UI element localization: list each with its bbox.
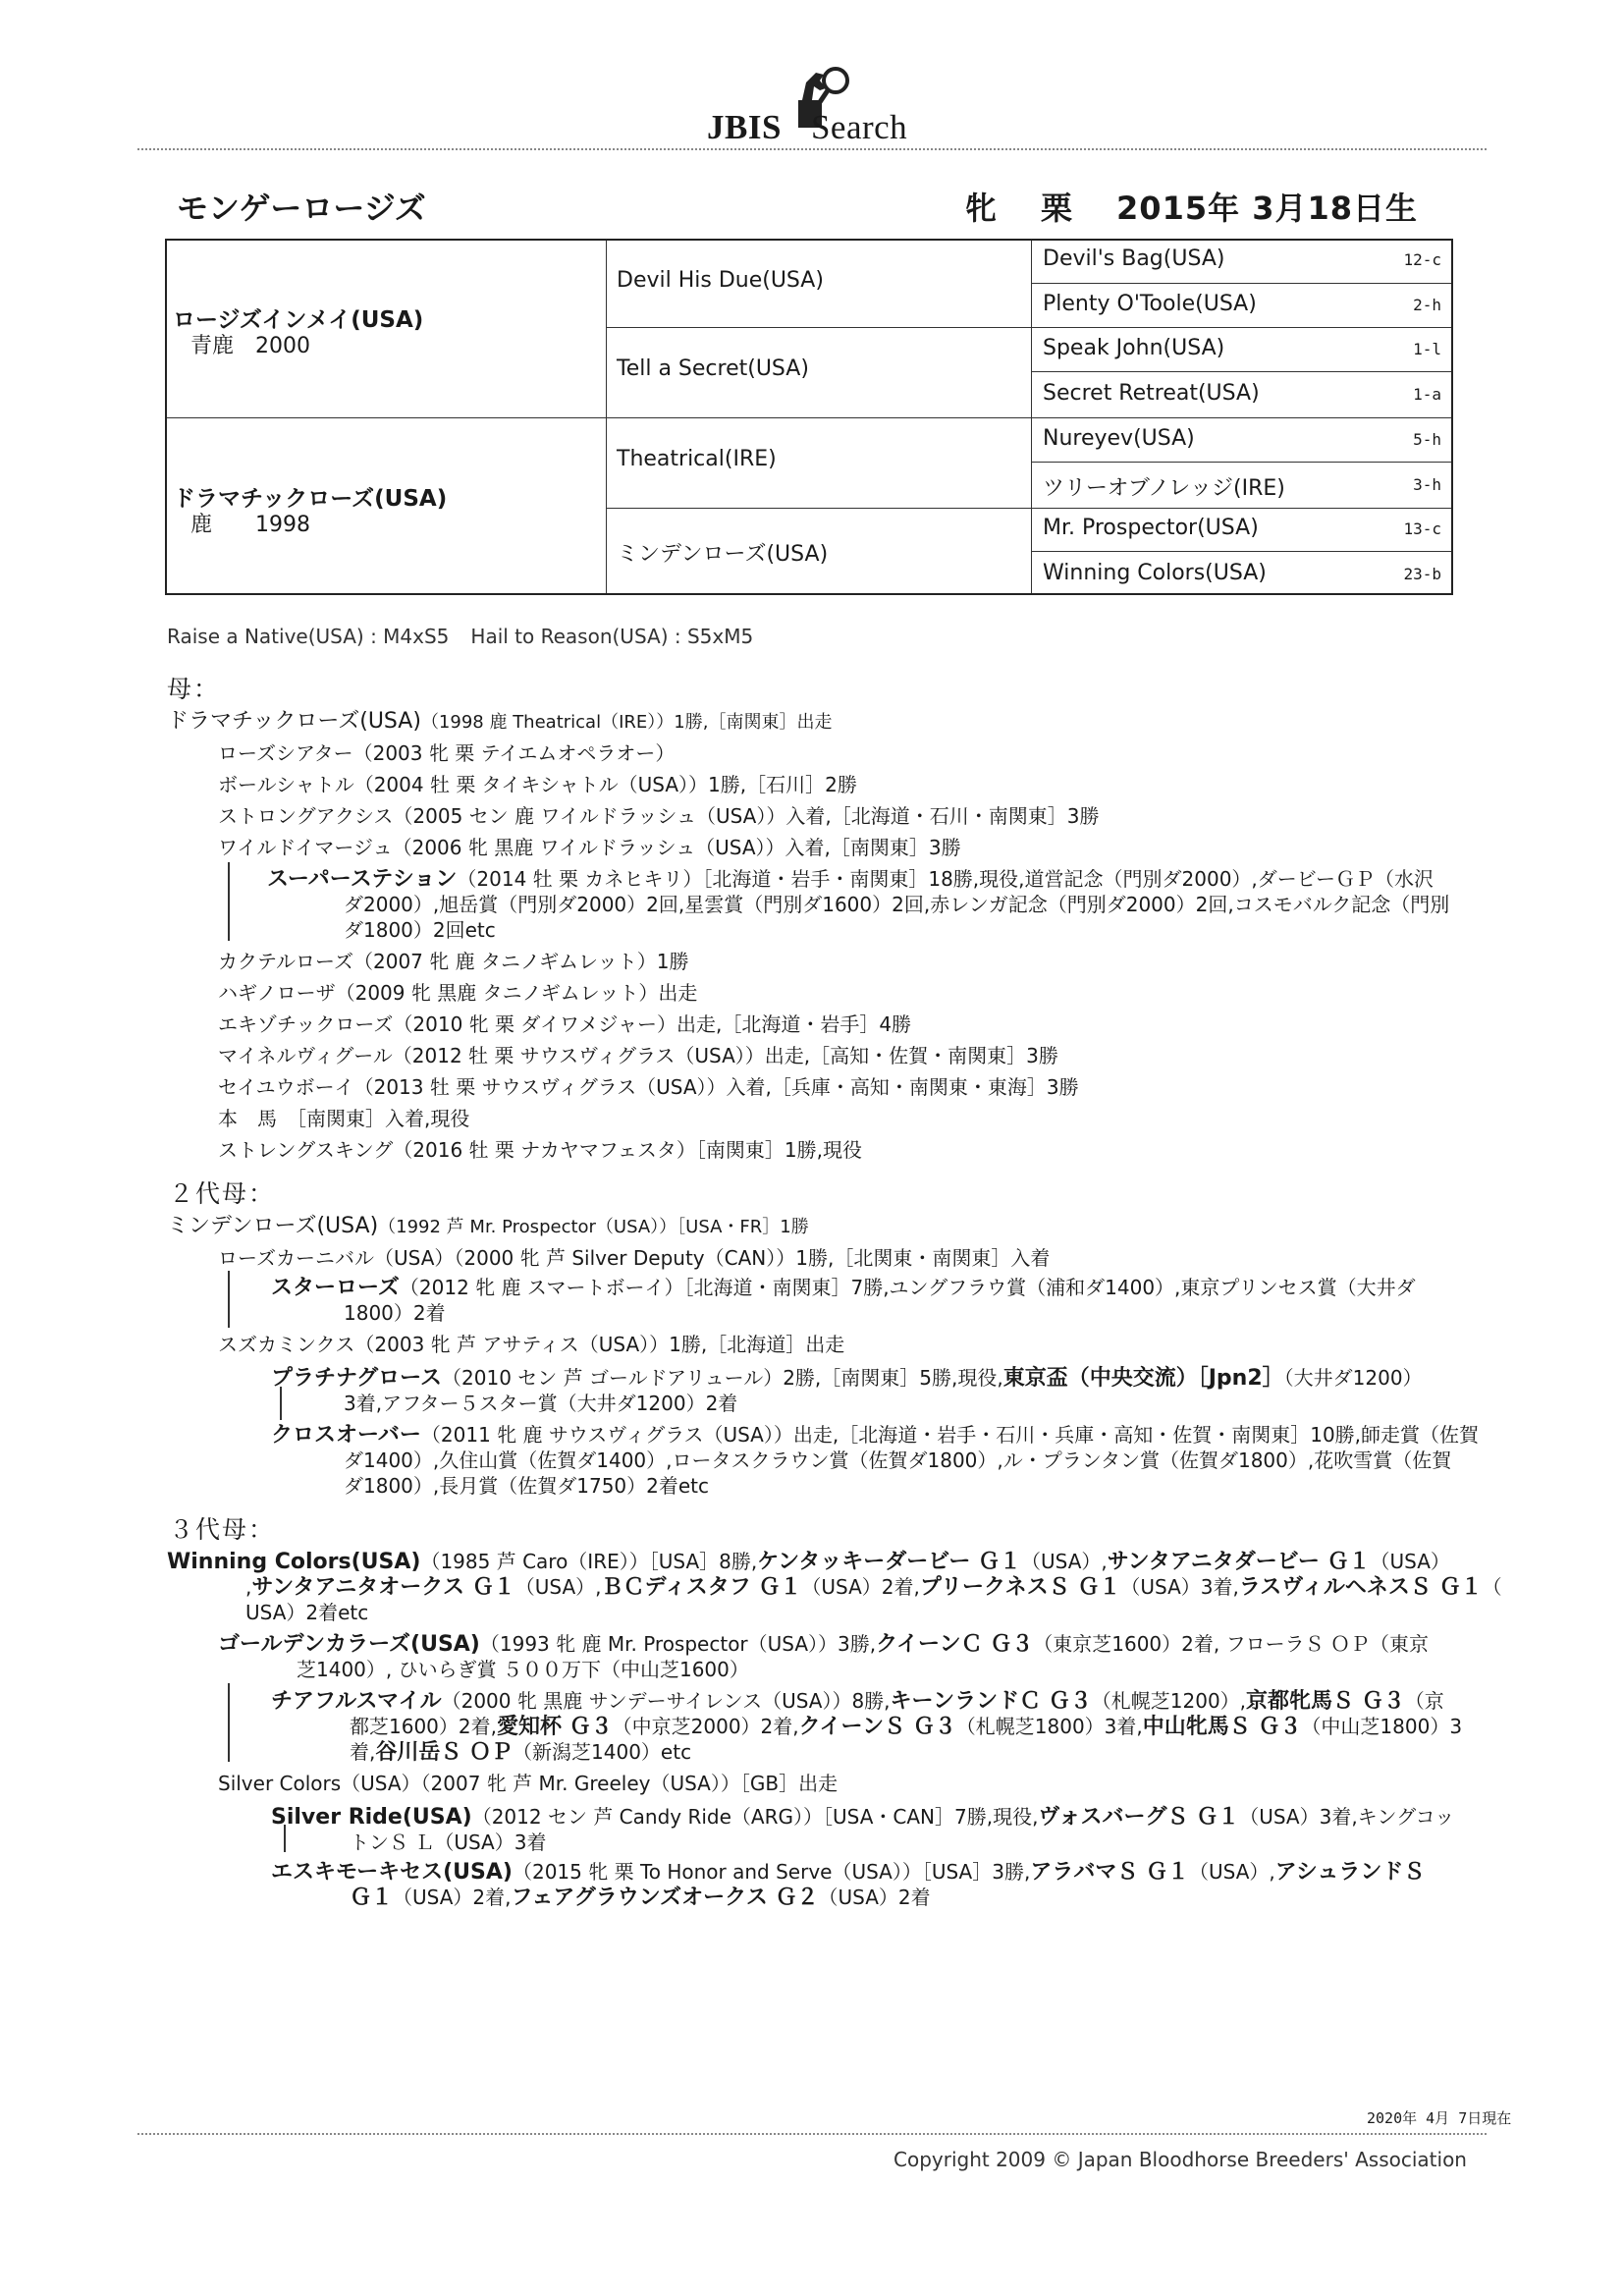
grand-record-cont: ダ1800）,長月賞（佐賀ダ1750）2着etc <box>344 1474 710 1498</box>
race-title: ヴォスバーグＳ Ｇ１ <box>1038 1805 1240 1830</box>
grand-record <box>267 866 1434 893</box>
grand-record-text: （大井ダ1200） <box>1283 1366 1423 1390</box>
grand-record-text: （2012 牝 鹿 スマートボーイ）［北海道・南関東］7勝,ユングフラウ賞（浦和ダ1400）,東京プリンセス賞（大井ダ <box>399 1276 1416 1299</box>
dam-record-name: Winning Colors(USA) <box>167 1550 421 1574</box>
jbis-search-logo <box>687 61 943 146</box>
section-heading-dam: 母： <box>167 675 221 703</box>
foal-record: Silver Colors（USA）（2007 牝 芦 Mr. Greeley（USA））［GB］出走 <box>218 1772 839 1795</box>
record-text: （中京芝2000）2着, <box>612 1715 799 1738</box>
ancestor-gen2: Devil His Due(USA) <box>617 268 824 293</box>
foal-record: ボールシャトル（2004 牡 栗 タイキシャトル（USA））1勝,［石川］2勝 <box>218 773 857 796</box>
foal-record-name: ゴールデンカラーズ(USA) <box>218 1632 480 1657</box>
foal-record <box>218 1631 1429 1658</box>
grand-record-name: Silver Ride(USA) <box>271 1805 472 1830</box>
race-title: 中山牝馬Ｓ Ｇ３ <box>1142 1715 1302 1739</box>
ancestor-gen3: Devil's Bag(USA) <box>1043 246 1225 271</box>
horse-color: 栗 <box>1041 190 1074 227</box>
race-title: サンタアニタダービー Ｇ１ <box>1107 1550 1371 1574</box>
record-text: （ <box>1482 1575 1502 1599</box>
dam-record-cont: USA）2着etc <box>245 1601 369 1624</box>
sire-name: ロージズインメイ(USA) <box>173 307 424 333</box>
record-text: （USA）, <box>1189 1860 1275 1884</box>
grand-record-cont: トンＳ Ｌ（USA）3着 <box>350 1831 547 1854</box>
copyright: Copyright 2009 © Japan Bloodhorse Breeders' Association <box>893 2148 1467 2171</box>
lineage-bar <box>280 1387 282 1420</box>
family-number: 3-h <box>1413 475 1441 494</box>
race-title: 谷川岳Ｓ ＯＰ <box>375 1740 514 1765</box>
foal-record: スズカミンクス（2003 牝 芦 アサティス（USA））1勝,［北海道］出走 <box>218 1333 845 1356</box>
record-text: （1993 牝 鹿 Mr. Prospector（USA））3勝, <box>479 1632 877 1656</box>
lineage-bar <box>228 1683 230 1762</box>
grand-record-cont <box>350 1714 1462 1740</box>
race-title: ＢＣディスタフ Ｇ１ <box>601 1575 802 1600</box>
foal-record: ストレングスキング（2016 牡 栗 ナカヤマフェスタ）［南関東］1勝,現役 <box>218 1138 862 1162</box>
grand-record-text: （2010 セン 芦 ゴールドアリュール）2勝,［南関東］5勝,現役, <box>442 1366 1003 1390</box>
ancestor-gen3: Winning Colors(USA) <box>1043 561 1267 585</box>
race-title: アラバマＳ Ｇ１ <box>1030 1860 1189 1885</box>
grand-record-name: チアフルスマイル <box>271 1689 442 1714</box>
horse-birthdate: 2015年 3月18日生 <box>1116 190 1419 227</box>
grand-record <box>271 1365 1423 1392</box>
grand-record-cont: 1800）2着 <box>344 1301 446 1325</box>
grand-record-text: （2014 牡 栗 カネヒキリ）［北海道・岩手・南関東］18勝,現役,道営記念（門別ダ2000）,ダービーＧＰ（水沢 <box>457 867 1434 891</box>
ancestor-gen3: ツリーオブノレッジ(IRE) <box>1043 476 1285 501</box>
foal-record: ワイルドイマージュ（2006 牝 黒鹿 ワイルドラッシュ（USA））入着,［南関東］3勝 <box>218 836 961 859</box>
section-heading-2nd-dam: ２代母： <box>169 1179 276 1208</box>
inbreeding-item: Raise a Native(USA) : M4xS5 <box>167 625 450 648</box>
foal-record: ストロングアクシス（2005 セン 鹿 ワイルドラッシュ（USA））入着,［北海道・石川・南関東］3勝 <box>218 804 1100 828</box>
ancestor-gen2: Theatrical(IRE) <box>617 447 777 471</box>
record-text: （京 <box>1404 1689 1444 1713</box>
foal-record-cont: 芝1400）, ひいらぎ賞 ５００万下（中山芝1600） <box>297 1658 749 1681</box>
grand-record-cont: ダ2000）,旭岳賞（門別ダ2000）2回,星雲賞（門別ダ1600）2回,赤レンガ記念（門別ダ2000）2回,コスモバルク記念（門別 <box>344 893 1450 916</box>
foal-record: カクテルローズ（2007 牝 鹿 タニノギムレット）1勝 <box>218 950 689 973</box>
inbreeding-note <box>167 625 775 648</box>
record-text: （USA） <box>1370 1550 1450 1573</box>
grand-record <box>271 1688 1444 1715</box>
record-text: （新潟芝1400）etc <box>513 1740 692 1764</box>
record-text-segments <box>513 1860 1425 1884</box>
grand-record-cont: ダ1400）,久住山賞（佐賀ダ1400）,ロータスクラウン賞（佐賀ダ1800）,ル・プランタン賞（佐賀ダ1800）,花吹雪賞（佐賀 <box>344 1449 1452 1472</box>
horse-sex: 牝 <box>965 190 999 227</box>
record-text-segments <box>420 1550 1449 1573</box>
record-text: （東京芝1600）2着, フローラＳ ＯＰ（東京 <box>1033 1632 1429 1656</box>
grand-record-name: クロスオーバー <box>271 1423 421 1448</box>
record-text: 着, <box>350 1740 376 1764</box>
ancestor-gen3: Mr. Prospector(USA) <box>1043 516 1259 540</box>
grand-record-text: （2011 牝 鹿 サウスヴィグラス（USA））出走,［北海道・岩手・石川・兵庫・高知・佐賀・南関東］10勝,師走賞（佐賀 <box>420 1423 1480 1447</box>
grand-record-cont: ダ1800）2回etc <box>344 918 496 942</box>
horse-info <box>965 184 1418 229</box>
logo-jbis: JBIS <box>707 108 782 146</box>
record-text: （USA）2着, <box>393 1886 512 1909</box>
record-text: （2012 セン 芦 Candy Ride（ARG））［USA・CAN］7勝,現役, <box>471 1805 1039 1829</box>
dam-info: 鹿 1998 <box>190 513 310 537</box>
grand-record <box>271 1422 1479 1449</box>
ancestor-gen3: Secret Retreat(USA) <box>1043 381 1260 406</box>
dam-record-name: ミンデンローズ(USA) <box>167 1214 379 1238</box>
ancestor-gen2: ミンデンローズ(USA) <box>617 542 829 567</box>
grand-record <box>271 1804 1454 1831</box>
race-title: クイーンＳ Ｇ３ <box>798 1715 956 1739</box>
foal-record: エキゾチックローズ（2010 牝 栗 ダイワメジャー）出走,［北海道・岩手］4勝 <box>218 1012 912 1036</box>
dam-record <box>167 1549 1450 1575</box>
record-text: （札幌芝1200）, <box>1091 1689 1247 1713</box>
grand-record-name: スターローズ <box>271 1276 400 1300</box>
grand-record-name: エスキモーキセス(USA) <box>271 1860 513 1885</box>
race-title: サンタアニタオークス Ｇ１ <box>251 1575 515 1600</box>
record-text: （USA）, <box>514 1575 602 1599</box>
record-text-segments <box>442 1689 1444 1713</box>
dam-record-name: ドラマチックローズ(USA) <box>167 709 421 734</box>
section-heading-3rd-dam: ３代母： <box>169 1515 276 1544</box>
record-text: , <box>245 1575 252 1599</box>
race-title: 京都牝馬Ｓ Ｇ３ <box>1246 1689 1405 1714</box>
sire-info: 青鹿 2000 <box>190 334 310 358</box>
race-title: クイーンＣ Ｇ３ <box>876 1632 1034 1657</box>
record-text: （USA）3着, <box>1120 1575 1239 1599</box>
record-text: （USA）2着, <box>801 1575 920 1599</box>
record-text: （2015 牝 栗 To Honor and Serve（USA））［USA］3勝, <box>512 1860 1031 1884</box>
record-text: （USA）, <box>1021 1550 1108 1573</box>
lineage-bar <box>228 862 230 941</box>
record-text: 都芝1600）2着, <box>350 1715 497 1738</box>
grand-record-cont <box>350 1739 691 1766</box>
lineage-bar <box>228 1271 230 1328</box>
race-title: アシュランドＳ <box>1274 1860 1426 1885</box>
record-text: （1985 芦 Caro（IRE））［USA］8勝, <box>420 1550 758 1573</box>
record-text-segments <box>472 1805 1455 1829</box>
race-title: ケンタッキーダービー Ｇ１ <box>757 1550 1022 1574</box>
footer-divider <box>137 2133 1487 2135</box>
grand-record <box>271 1859 1425 1886</box>
logo-search: Search <box>810 108 908 146</box>
pedigree-table <box>165 239 1453 595</box>
family-number: 23-b <box>1403 565 1441 583</box>
record-text-segments <box>350 1740 691 1764</box>
record-text-segments <box>350 1715 1462 1738</box>
dam-name: ドラマチックローズ(USA) <box>173 486 448 512</box>
foal-record-self: 本 馬 ［南関東］入着,現役 <box>218 1107 470 1130</box>
dam-record <box>167 708 832 736</box>
record-text: （札幌芝1800）3着, <box>955 1715 1143 1738</box>
ancestor-gen3: Plenty O'Toole(USA) <box>1043 292 1257 316</box>
header-divider <box>137 148 1487 150</box>
horse-name: モンゲーロージズ <box>177 190 426 227</box>
foal-record: ハギノローザ（2009 牝 黒鹿 タニノギムレット）出走 <box>218 981 698 1005</box>
family-number: 5-h <box>1413 430 1441 449</box>
race-title: キーンランドＣ Ｇ３ <box>890 1689 1092 1714</box>
record-text: （USA）3着,キングコッ <box>1239 1805 1455 1829</box>
dam-record-text: （1992 芦 Mr. Prospector（USA））［USA・FR］1勝 <box>378 1217 809 1237</box>
grand-record <box>271 1275 1416 1301</box>
grand-record-name: スーパーステション <box>267 867 458 892</box>
race-title: 愛知杯 Ｇ３ <box>496 1715 613 1739</box>
race-title: ラスヴィルヘネスＳ Ｇ１ <box>1238 1575 1483 1600</box>
family-number: 1-l <box>1413 340 1441 358</box>
race-title: Ｇ１ <box>350 1886 394 1910</box>
race-title: プリークネスＳ Ｇ１ <box>919 1575 1121 1600</box>
grand-record-cont <box>350 1885 931 1911</box>
family-number: 2-h <box>1413 296 1441 314</box>
ancestor-gen3: Speak John(USA) <box>1043 336 1225 360</box>
foal-record: ローズシアター（2003 牝 栗 テイエムオペラオー） <box>218 741 676 765</box>
family-number: 12-c <box>1403 250 1441 269</box>
dam-record <box>167 1213 809 1240</box>
grand-record-race: 東京盃（中央交流）［Jpn2］ <box>1002 1366 1284 1391</box>
dam-record-text: （1998 鹿 Theatrical（IRE））1勝,［南関東］出走 <box>420 712 833 733</box>
grand-record-cont: 3着,アフター５スター賞（大井ダ1200）2着 <box>344 1392 738 1415</box>
record-text: （USA）2着 <box>818 1886 931 1909</box>
record-text-segments <box>480 1632 1429 1656</box>
foal-record: マイネルヴィグール（2012 牡 栗 サウスヴィグラス（USA））出走,［高知・佐賀・南関東］3勝 <box>218 1044 1058 1067</box>
family-number: 1-a <box>1413 385 1441 404</box>
grand-record-name: プラチナグロース <box>271 1366 443 1391</box>
race-title: フェアグラウンズオークス Ｇ２ <box>511 1886 819 1910</box>
record-text: （中山芝1800）3 <box>1301 1715 1463 1738</box>
record-text: （2000 牝 黒鹿 サンデーサイレンス（USA））8勝, <box>441 1689 891 1713</box>
ancestor-gen2: Tell a Secret(USA) <box>617 356 809 381</box>
foal-record: ローズカーニバル（USA）（2000 牝 芦 Silver Deputy（CAN））1勝,［北関東・南関東］入着 <box>218 1246 1051 1270</box>
record-text-segments <box>350 1886 931 1909</box>
dam-record-cont <box>245 1574 1502 1601</box>
family-number: 13-c <box>1403 519 1441 538</box>
ancestor-gen3: Nureyev(USA) <box>1043 426 1195 451</box>
record-text-segments <box>245 1575 1502 1599</box>
as-of-date: 2020年 4月 7日現在 <box>1367 2109 1512 2127</box>
inbreeding-item: Hail to Reason(USA) : S5xM5 <box>470 625 754 648</box>
foal-record: セイユウボーイ（2013 牡 栗 サウスヴィグラス（USA））入着,［兵庫・高知・南関東・東海］3勝 <box>218 1075 1079 1099</box>
